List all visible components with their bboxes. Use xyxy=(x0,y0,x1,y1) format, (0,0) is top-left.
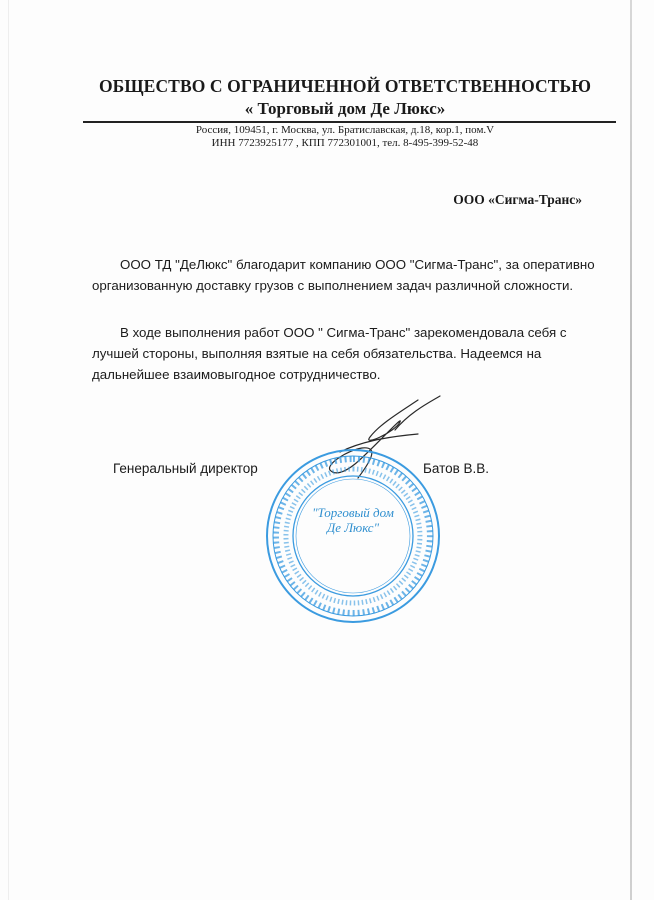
organization-trade-name: « Торговый дом Де Люкс» xyxy=(244,99,446,118)
scan-edge-left xyxy=(8,0,9,900)
addressee: ООО «Сигма-Транс» xyxy=(453,192,582,207)
signatory-position: Генеральный директор xyxy=(113,461,258,476)
stamp-center-text xyxy=(263,505,443,535)
stamp-line-1: "Торговый дом xyxy=(312,505,394,520)
scan-edge-right xyxy=(630,0,632,900)
letter-paragraph-2: В ходе выполнения работ ООО " Сигма-Транс" зарекомендовала себя с лучшей стороны, выполняя взятые на себя обязательства. Надеемся на дальнейшее взаимовыгодное сотрудничество. xyxy=(92,325,567,382)
letterhead-address xyxy=(60,124,630,150)
company-seal-stamp xyxy=(263,447,443,625)
requisites-line: ИНН 7723925177 , КПП 772301001, тел. 8-495-399-52-48 xyxy=(211,137,479,149)
organization-name: ОБЩЕСТВО С ОГРАНИЧЕННОЙ ОТВЕТСТВЕННОСТЬЮ xyxy=(98,76,592,96)
signatory-name: Батов В.В. xyxy=(423,461,490,476)
stamp-line-2: Де Люкс" xyxy=(326,520,380,535)
letter-paragraph-1: ООО ТД "ДеЛюкс" благодарит компанию ООО "Сигма-Транс", за оперативно организованную доставку грузов с выполнением задач различной сложности. xyxy=(92,257,595,293)
letterhead-divider xyxy=(83,121,616,123)
address-line: Россия, 109451, г. Москва, ул. Братиславская, д.18, кор.1, пом.V xyxy=(195,124,495,136)
